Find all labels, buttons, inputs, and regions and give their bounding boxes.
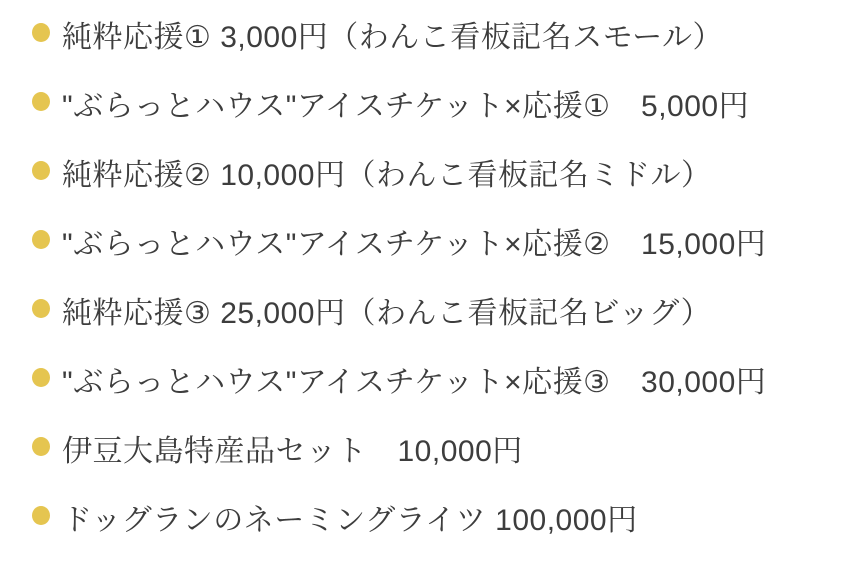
list-item bbox=[32, 225, 852, 264]
bullet-icon bbox=[32, 299, 50, 318]
list-item bbox=[32, 432, 852, 471]
list-item bbox=[32, 87, 852, 126]
bullet-icon bbox=[32, 230, 50, 249]
list-item bbox=[32, 294, 852, 333]
bullet-icon bbox=[32, 437, 50, 456]
list-item-label: 純粋応援③ 25,000円（わんこ看板記名ビッグ） bbox=[62, 297, 712, 330]
bullet-icon bbox=[32, 23, 50, 42]
list-item-label: "ぶらっとハウス"アイスチケット×応援① 5,000円 bbox=[62, 90, 750, 123]
bullet-icon bbox=[32, 506, 50, 525]
list-item bbox=[32, 501, 852, 540]
list-item bbox=[32, 363, 852, 402]
list-item-label: 純粋応援② 10,000円（わんこ看板記名ミドル） bbox=[62, 159, 712, 192]
list-item bbox=[32, 18, 852, 57]
list-item-label: ドッグランのネーミングライツ 100,000円 bbox=[62, 504, 638, 537]
list-item-label: 伊豆大島特産品セット 10,000円 bbox=[62, 435, 523, 468]
list-item-label: 純粋応援① 3,000円（わんこ看板記名スモール） bbox=[62, 21, 724, 54]
bullet-icon bbox=[32, 92, 50, 111]
list-item-label: "ぶらっとハウス"アイスチケット×応援② 15,000円 bbox=[62, 228, 767, 261]
bullet-icon bbox=[32, 368, 50, 387]
bullet-icon bbox=[32, 161, 50, 180]
list-item bbox=[32, 156, 852, 195]
list-item-label: "ぶらっとハウス"アイスチケット×応援③ 30,000円 bbox=[62, 366, 767, 399]
